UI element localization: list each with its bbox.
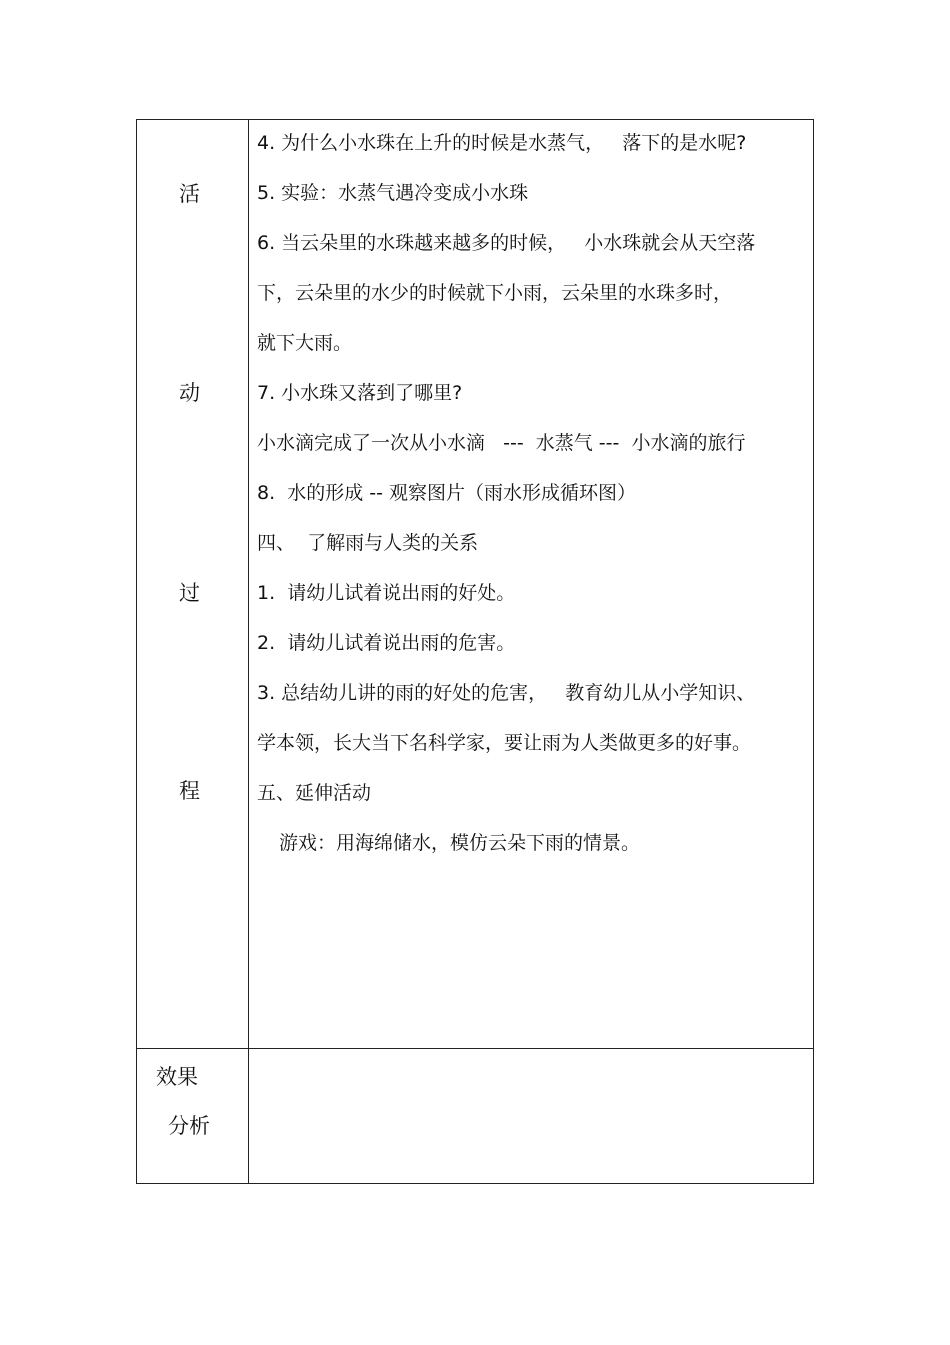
content-line: 下，云朵里的水少的时候就下小雨，云朵里的水珠多时， <box>257 282 733 304</box>
content-line: 6. 当云朵里的水珠越来越多的时候， 小水珠就会从天空落 <box>257 232 756 254</box>
process-label-char: 动 <box>179 381 200 405</box>
content-line: 游戏：用海绵储水，模仿云朵下雨的情景。 <box>279 832 641 854</box>
content-line: 1. 请幼儿试着说出雨的好处。 <box>257 582 516 604</box>
content-line: 7. 小水珠又落到了哪里? <box>257 382 463 404</box>
effect-label: 分析 <box>168 1114 210 1138</box>
content-line: 就下大雨。 <box>257 332 353 354</box>
effect-label: 效果 <box>156 1065 198 1089</box>
content-line: 3. 总结幼儿讲的雨的好处的危害， 教育幼儿从小学知识、 <box>257 682 756 704</box>
process-label-char: 程 <box>179 779 200 803</box>
section-heading: 五、延伸活动 <box>257 782 372 804</box>
process-label-char: 活 <box>179 182 200 206</box>
content-line: 2. 请幼儿试着说出雨的危害。 <box>257 632 516 654</box>
section-heading: 四、 了解雨与人类的关系 <box>257 532 479 554</box>
row-divider <box>136 1048 814 1049</box>
content-line: 8. 水的形成 -- 观察图片（雨水形成循环图） <box>257 482 636 504</box>
process-label-char: 过 <box>179 581 200 605</box>
content-line: 4. 为什么小水珠在上升的时候是水蒸气， 落下的是水呢? <box>257 132 747 154</box>
column-divider <box>248 119 249 1184</box>
content-line: 小水滴完成了一次从小水滴 --- 水蒸气 --- 小水滴的旅行 <box>257 432 746 454</box>
content-line: 学本领，长大当下名科学家，要让雨为人类做更多的好事。 <box>257 732 752 754</box>
content-line: 5. 实验：水蒸气遇冷变成小水珠 <box>257 182 529 204</box>
